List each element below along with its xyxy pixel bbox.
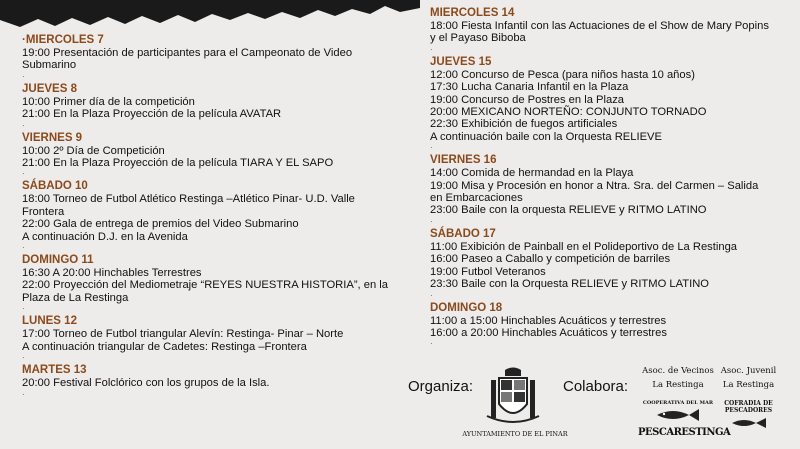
separator-dot: ·	[430, 143, 433, 153]
event-line: 11:00 a 15:00 Hinchables Acuáticos y terrestres	[430, 314, 667, 327]
event-line: 16:30 A 20:00 Hinchables Terrestres	[22, 267, 202, 280]
event-line: A continuación triangular de Cadetes: Restinga –Frontera	[22, 340, 307, 353]
event-line: 23:30 Baile con la Orquesta RELIEVE y RITMO LATINO	[430, 278, 709, 291]
event-line: A continuación baile con la Orquesta RELIEVE	[430, 130, 662, 143]
separator-dot: ·	[430, 44, 433, 54]
day-title: VIERNES 9	[22, 131, 83, 144]
event-line: 20:00 Festival Folclórico con los grupos de la Isla.	[22, 377, 270, 390]
day-title: SÁBADO 10	[22, 180, 88, 193]
event-line: 18:00 Torneo de Futbol Atlético Restinga –Atlético Pinar- U.D. Valle	[22, 193, 355, 206]
event-line: 22:00 Proyección del Mediometraje “REYES NUESTRA HISTORIA”, en la	[22, 279, 389, 292]
event-line: A continuación D.J. en la Avenida	[22, 230, 188, 243]
event-line: 22:00 Gala de entrega de premios del Video Submarino	[22, 218, 299, 231]
day-title: MIERCOLES 14	[430, 7, 515, 19]
day-block	[430, 7, 790, 54]
separator-dot: ·	[22, 71, 25, 81]
event-line: 19:00 Futbol Veteranos	[430, 265, 546, 278]
day-block	[22, 364, 407, 398]
right-column	[430, 7, 790, 350]
fish-icon	[655, 407, 700, 428]
juvenil-logo-line2: La Restinga	[722, 380, 775, 390]
event-line: 22:30 Exhibición de fuegos artificiales	[430, 118, 618, 131]
event-line: 19:00 Misa y Procesión en honor a Ntra. Sra. del Carmen – Salida	[430, 179, 759, 192]
pescarestinga-logo-label: PESCARESTINGA	[638, 427, 731, 438]
event-line: 10:00 2º Día de Competición	[22, 144, 165, 157]
separator-dot: ·	[22, 169, 25, 179]
cofradia-logo-line2: PESCADORES	[724, 407, 773, 414]
day-title: VIERNES 16	[430, 154, 497, 167]
event-line: 21:00 En la Plaza Proyección de la película TIARA Y EL SAPO	[22, 157, 334, 170]
event-line: Submarino	[22, 59, 77, 72]
day-title: MARTES 13	[22, 364, 87, 377]
day-title: DOMINGO 11	[22, 254, 94, 267]
day-block	[430, 154, 790, 226]
boat-icon	[730, 415, 768, 436]
separator-dot: ·	[430, 216, 433, 226]
event-line: y el Payaso Biboba	[430, 32, 526, 45]
separator-dot: ·	[22, 120, 25, 130]
day-title: SÁBADO 17	[430, 227, 496, 240]
organiza-label: Organiza:	[408, 378, 474, 395]
separator-dot: ·	[430, 339, 433, 349]
event-line: 17:00 Torneo de Futbol triangular Alevín: Restinga- Pinar – Norte	[22, 328, 344, 341]
separator-dot: ·	[430, 290, 433, 300]
event-line: Frontera	[22, 205, 65, 218]
coat-of-arms-logo	[483, 366, 543, 428]
vecinos-logo-line2: La Restinga	[652, 380, 704, 390]
juvenil-logo-line1: Asoc. Juvenil	[720, 366, 777, 376]
separator-dot: ·	[22, 353, 25, 363]
event-line: en Embarcaciones	[430, 192, 523, 205]
day-title: JUEVES 8	[22, 82, 77, 95]
left-column	[22, 34, 407, 401]
cofradia-logo-line1: COFRADIA DE	[724, 400, 773, 407]
cooperativa-logo-label: COOPERATIVA DEL MAR	[642, 400, 714, 406]
event-line: 12:00 Concurso de Pesca (para niños hasta 10 años)	[430, 68, 695, 81]
event-line: 19:00 Presentación de participantes para el Campeonato de Video	[22, 47, 353, 59]
day-block	[22, 254, 407, 313]
event-line: Plaza de La Restinga	[22, 291, 129, 304]
vecinos-logo-line1: Asoc. de Vecinos	[642, 366, 714, 376]
day-block	[22, 315, 407, 362]
event-line: 19:00 Concurso de Postres en la Plaza	[430, 93, 625, 106]
day-block	[430, 302, 790, 349]
day-block	[22, 83, 407, 130]
day-block	[22, 132, 407, 179]
event-line: 16:00 a 20:00 Hinchables Acuáticos y terrestres	[430, 326, 667, 339]
day-block	[22, 34, 407, 81]
day-title: LUNES 12	[22, 315, 77, 328]
event-line: 18:00 Fiesta Infantil con las Actuaciones de el Show de Mary Popins	[430, 20, 769, 32]
event-line: 14:00 Comida de hermandad en la Playa	[430, 167, 634, 180]
event-line: 20:00 MEXICANO NORTEÑO: CONJUNTO TORNADO	[430, 106, 707, 119]
torn-paper-edge	[0, 0, 420, 30]
day-title: JUEVES 15	[430, 55, 492, 68]
separator-dot: ·	[22, 243, 25, 253]
colabora-label: Colabora:	[563, 378, 629, 395]
day-title: ·MIERCOLES 7	[22, 34, 104, 46]
day-block	[430, 228, 790, 300]
event-line: 16:00 Paseo a Caballo y competición de barriles	[430, 253, 671, 266]
separator-dot: ·	[22, 389, 25, 399]
day-block	[22, 180, 407, 252]
ayuntamiento-caption: AYUNTAMIENTO DE EL PINAR	[462, 430, 568, 438]
event-line: 17:30 Lucha Canaria Infantil en la Plaza	[430, 81, 629, 94]
event-line: 21:00 En la Plaza Proyección de la película AVATAR	[22, 108, 282, 121]
day-block	[430, 56, 790, 152]
separator-dot: ·	[22, 304, 25, 314]
event-line: 23:00 Baile con la orquesta RELIEVE y RITMO LATINO	[430, 204, 707, 217]
day-title: DOMINGO 18	[430, 301, 503, 314]
event-line: 11:00 Exibición de Painball en el Polideportivo de La Restinga	[430, 240, 738, 253]
event-line: 10:00 Primer día de la competición	[22, 95, 195, 108]
